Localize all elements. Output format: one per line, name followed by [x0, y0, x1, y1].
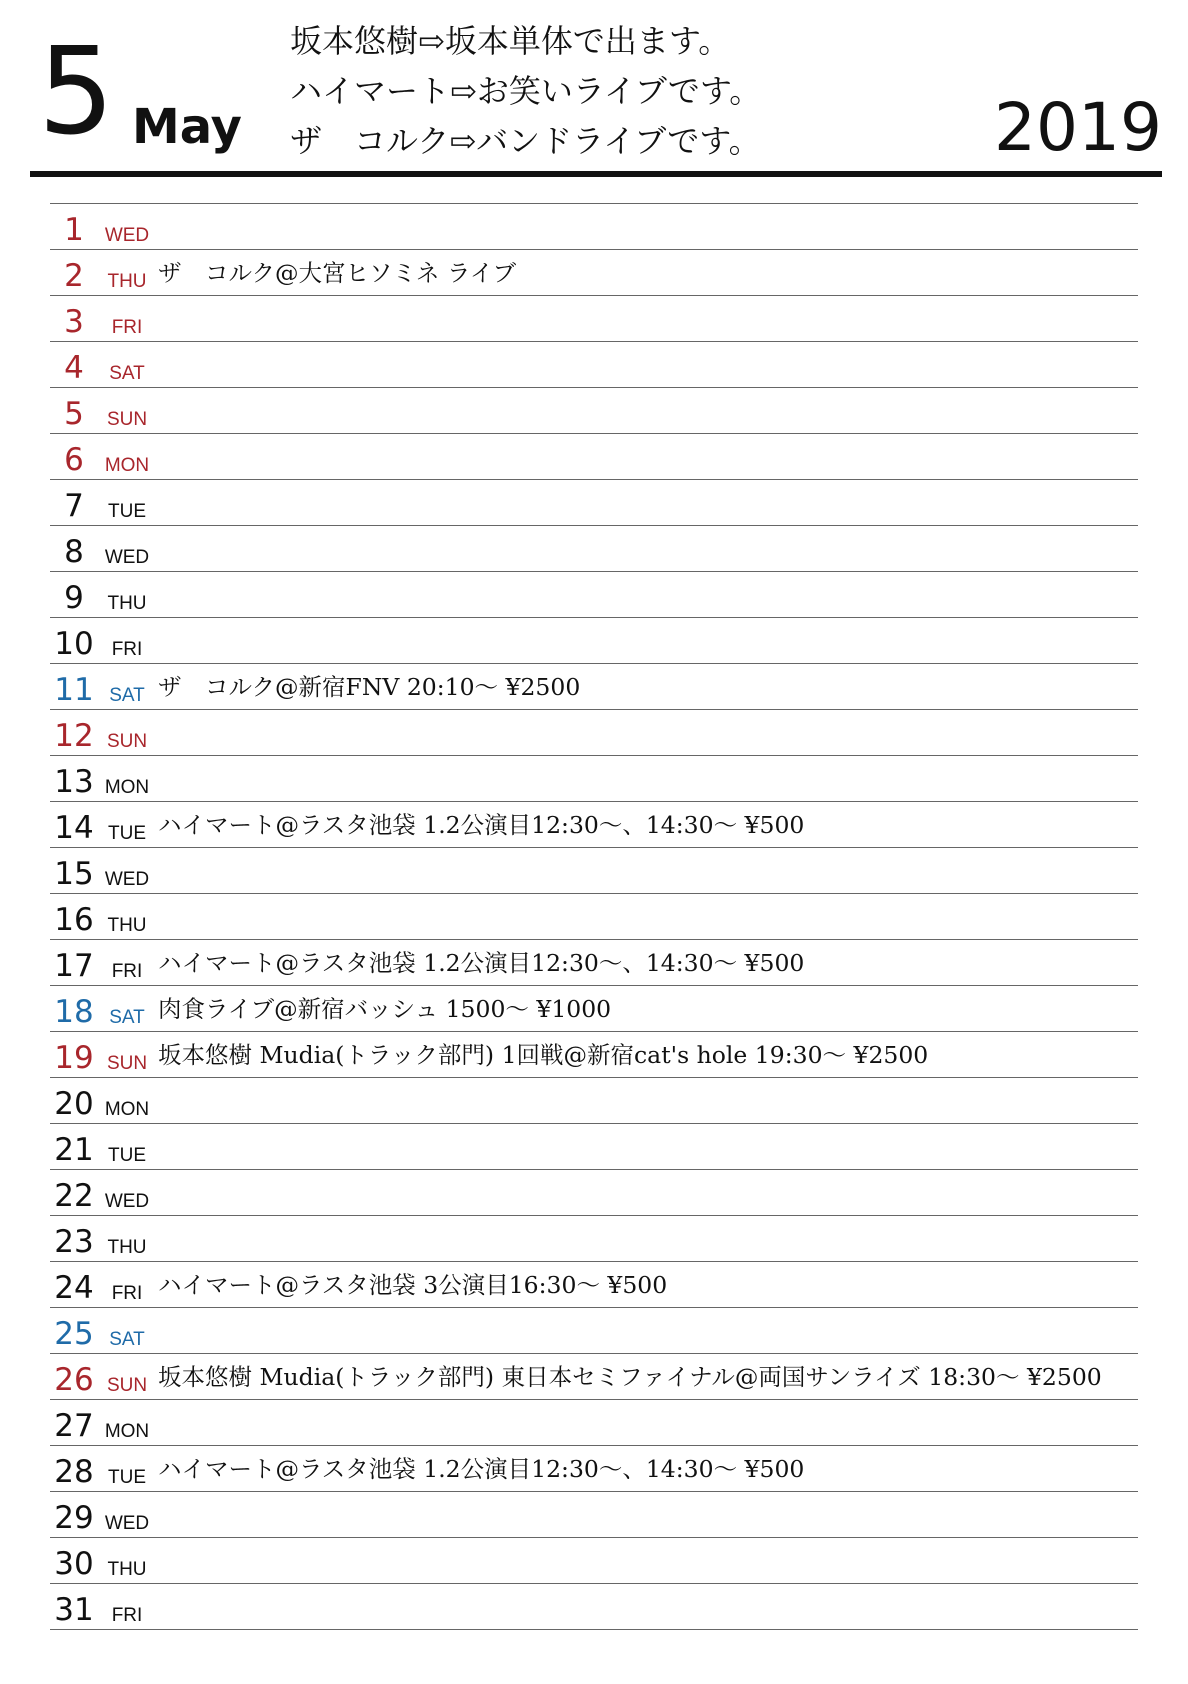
day-number: 29	[54, 1500, 94, 1536]
day-row	[50, 986, 1138, 1032]
day-number: 3	[64, 304, 84, 340]
day-number: 23	[54, 1224, 94, 1260]
day-weekday: FRI	[111, 1283, 143, 1304]
day-event: 肉食ライブ@新宿バッシュ 1500〜 ¥1000	[158, 995, 612, 1023]
day-row	[50, 1354, 1138, 1400]
day-event: ザ コルク@大宮ヒソミネ ライブ	[158, 259, 517, 287]
day-row	[50, 1124, 1138, 1170]
day-row	[50, 894, 1138, 940]
month-name: May	[132, 99, 242, 155]
day-row	[50, 1262, 1138, 1308]
day-number: 6	[64, 442, 84, 478]
day-number: 15	[54, 856, 94, 892]
day-number: 7	[64, 488, 84, 524]
day-row	[50, 204, 1138, 250]
day-row	[50, 848, 1138, 894]
day-weekday: TUE	[108, 1467, 146, 1488]
day-weekday: THU	[107, 1559, 147, 1580]
day-weekday: WED	[104, 225, 150, 246]
day-weekday: THU	[107, 593, 147, 614]
day-number: 31	[54, 1592, 94, 1628]
day-weekday: THU	[107, 271, 147, 292]
day-row	[50, 342, 1138, 388]
day-weekday: THU	[107, 915, 147, 936]
day-number: 25	[54, 1316, 94, 1352]
day-number: 9	[64, 580, 84, 616]
day-weekday: MON	[104, 1421, 150, 1442]
day-number: 20	[54, 1086, 94, 1122]
day-number: 10	[54, 626, 94, 662]
day-row	[50, 756, 1138, 802]
day-event: ザ コルク@新宿FNV 20:10〜 ¥2500	[158, 673, 581, 701]
day-event: ハイマート@ラスタ池袋 1.2公演目12:30〜、14:30〜 ¥500	[158, 811, 805, 839]
day-number: 27	[54, 1408, 94, 1444]
day-weekday: SUN	[106, 1375, 148, 1396]
day-row	[50, 1584, 1138, 1630]
day-weekday: SAT	[109, 363, 145, 384]
day-row	[50, 1216, 1138, 1262]
day-row	[50, 940, 1138, 986]
day-number: 4	[64, 350, 84, 386]
day-weekday: THU	[107, 1237, 147, 1258]
day-event: 坂本悠樹 Mudia(トラック部門) 1回戦@新宿cat's hole 19:30〜 ¥2500	[158, 1041, 929, 1069]
day-weekday: FRI	[111, 1605, 143, 1626]
day-row	[50, 296, 1138, 342]
day-row	[50, 1078, 1138, 1124]
note-line: ハイマート⇨お笑いライブです。	[290, 72, 762, 110]
day-number: 13	[54, 764, 94, 800]
day-row	[50, 802, 1138, 848]
day-weekday: FRI	[111, 317, 143, 338]
day-row	[50, 664, 1138, 710]
day-event: 坂本悠樹 Mudia(トラック部門) 東日本セミファイナル@両国サンライズ 18:30〜 ¥2500	[158, 1363, 1102, 1391]
day-row	[50, 1400, 1138, 1446]
day-row	[50, 572, 1138, 618]
day-weekday: SUN	[106, 409, 148, 430]
day-weekday: MON	[104, 1099, 150, 1120]
day-number: 16	[54, 902, 94, 938]
day-number: 22	[54, 1178, 94, 1214]
day-weekday: TUE	[108, 1145, 146, 1166]
month-number: 5	[38, 23, 115, 162]
day-row	[50, 1492, 1138, 1538]
day-row	[50, 1446, 1138, 1492]
day-number: 28	[54, 1454, 94, 1490]
day-row	[50, 250, 1138, 296]
day-number: 12	[54, 718, 94, 754]
day-number: 26	[54, 1362, 94, 1398]
day-number: 17	[54, 948, 94, 984]
day-list	[50, 203, 1138, 1630]
note-line: ザ コルク⇨バンドライブです。	[290, 122, 761, 160]
header-notes	[290, 16, 810, 166]
day-weekday: SAT	[109, 685, 145, 706]
day-row	[50, 1032, 1138, 1078]
day-number: 19	[54, 1040, 94, 1076]
day-row	[50, 1538, 1138, 1584]
day-weekday: WED	[104, 1513, 150, 1534]
day-row	[50, 388, 1138, 434]
day-weekday: WED	[104, 869, 150, 890]
day-number: 18	[54, 994, 94, 1030]
day-row	[50, 1308, 1138, 1354]
day-number: 5	[64, 396, 84, 432]
day-event: ハイマート@ラスタ池袋 1.2公演目12:30〜、14:30〜 ¥500	[158, 949, 805, 977]
day-weekday: MON	[104, 455, 150, 476]
day-weekday: SUN	[106, 731, 148, 752]
day-number: 21	[54, 1132, 94, 1168]
day-weekday: TUE	[108, 501, 146, 522]
year: 2019	[994, 89, 1162, 166]
day-row	[50, 618, 1138, 664]
day-row	[50, 480, 1138, 526]
day-weekday: FRI	[111, 639, 143, 660]
day-number: 14	[54, 810, 94, 846]
day-number: 11	[54, 672, 94, 708]
day-number: 2	[64, 258, 84, 294]
day-number: 24	[54, 1270, 94, 1306]
day-weekday: SAT	[109, 1007, 145, 1028]
day-row	[50, 710, 1138, 756]
day-row	[50, 526, 1138, 572]
day-weekday: FRI	[111, 961, 143, 982]
day-weekday: SAT	[109, 1329, 145, 1350]
day-weekday: WED	[104, 1191, 150, 1212]
day-weekday: WED	[104, 547, 150, 568]
day-number: 1	[64, 212, 84, 248]
day-weekday: TUE	[108, 823, 146, 844]
day-row	[50, 1170, 1138, 1216]
day-row	[50, 434, 1138, 480]
day-event: ハイマート@ラスタ池袋 1.2公演目12:30〜、14:30〜 ¥500	[158, 1455, 805, 1483]
day-event: ハイマート@ラスタ池袋 3公演目16:30〜 ¥500	[158, 1271, 668, 1299]
day-number: 30	[54, 1546, 94, 1582]
note-line: 坂本悠樹⇨坂本単体で出ます。	[290, 22, 731, 60]
header-divider	[30, 171, 1162, 177]
day-weekday: MON	[104, 777, 150, 798]
day-weekday: SUN	[106, 1053, 148, 1074]
day-number: 8	[64, 534, 84, 570]
